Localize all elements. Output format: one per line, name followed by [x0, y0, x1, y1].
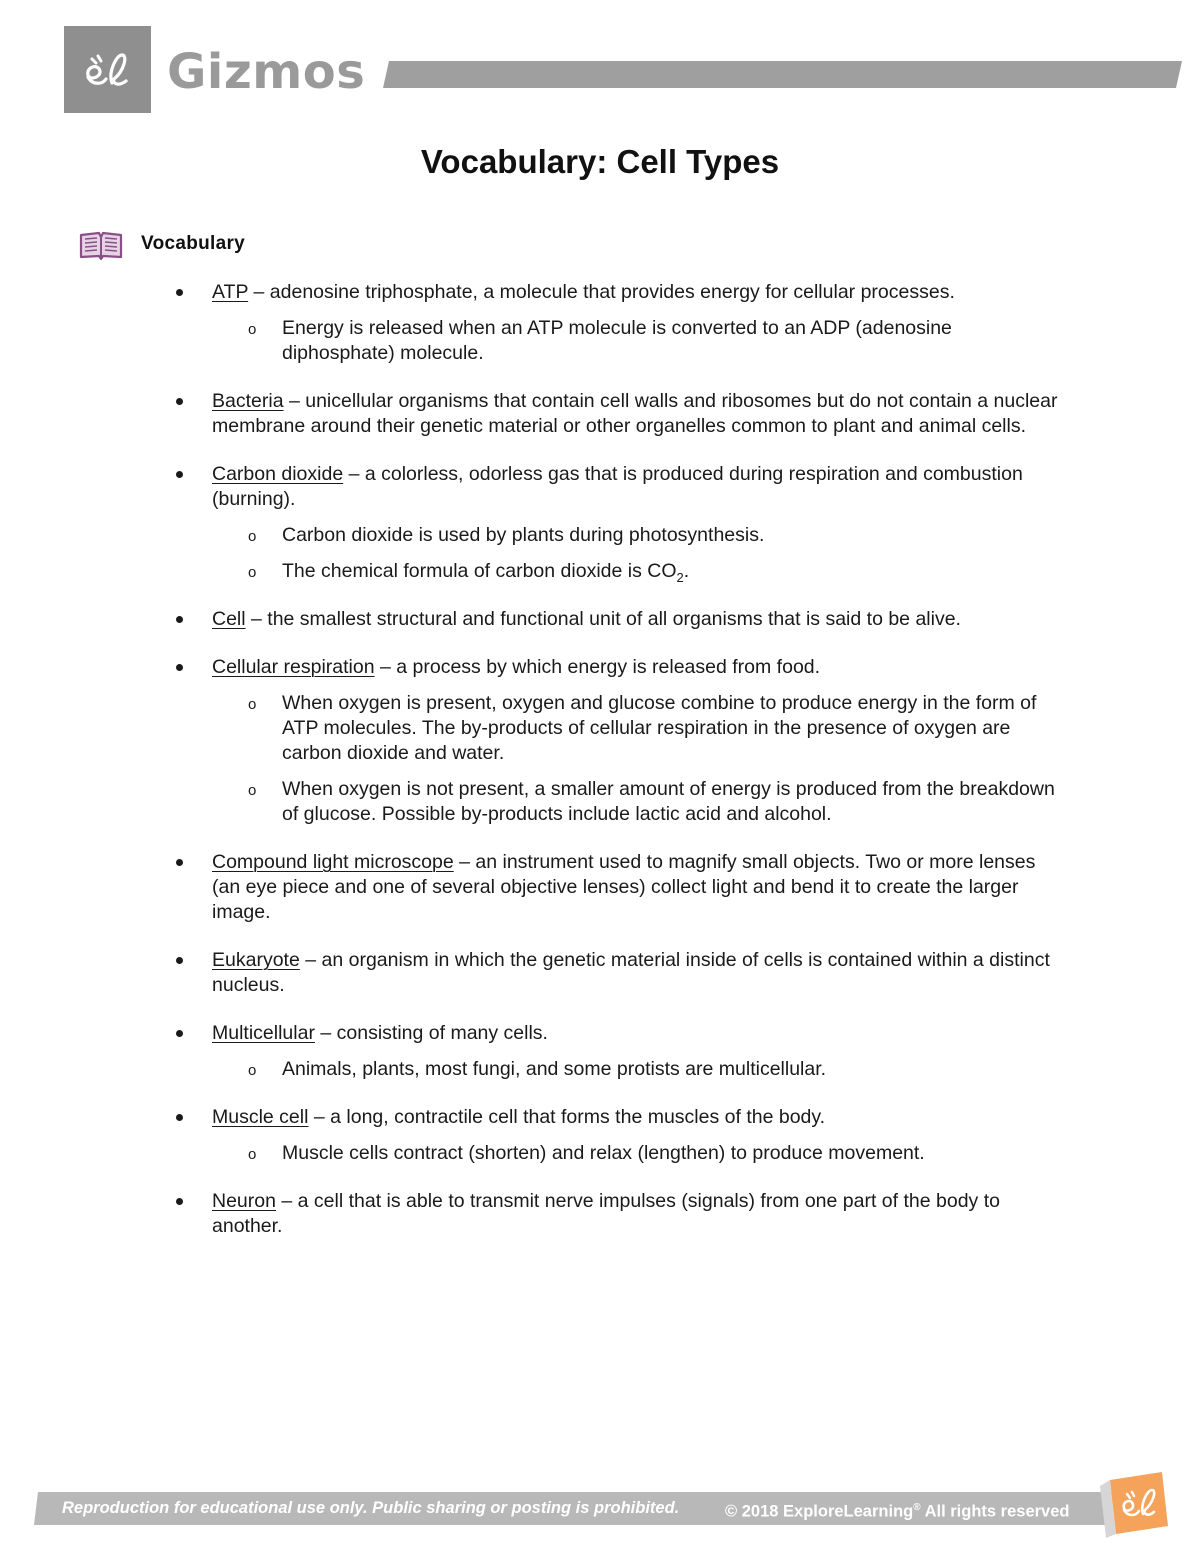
- vocab-item-cellular-respiration: [0, 655, 1200, 827]
- footer-copyright: [725, 1496, 1069, 1524]
- term-definition: – a long, contractile cell that forms the muscles of the body.: [308, 1106, 826, 1128]
- term-definition: – an organism in which the genetic material inside of cells is contained within a distinct nucleus.: [212, 949, 1050, 996]
- vocab-item-multicellular: [0, 1021, 1200, 1082]
- term-definition: – an instrument used to magnify small objects. Two or more lenses (an eye piece and one of several objective lenses) collect light and bend it to create the larger image.: [212, 851, 1036, 923]
- section-heading-vocabulary: Vocabulary: [141, 233, 246, 254]
- term-word: Carbon dioxide: [212, 463, 344, 485]
- sub-bullet-marker: o: [248, 1146, 257, 1163]
- sub-bullet-marker: o: [248, 782, 257, 799]
- sub-bullet-marker: o: [248, 696, 257, 713]
- note-text: Carbon dioxide is used by plants during photosynthesis.: [282, 524, 765, 546]
- note-text: Animals, plants, most fungi, and some protists are multicellular.: [282, 1058, 827, 1080]
- term-word: Multicellular: [212, 1022, 315, 1044]
- note-item: [248, 523, 1060, 548]
- term-word: Neuron: [212, 1190, 276, 1212]
- vocab-item-muscle-cell: [0, 1105, 1200, 1166]
- term-word: Eukaryote: [212, 949, 300, 971]
- note-item: [248, 559, 1060, 585]
- brand-name: Gizmos: [167, 44, 366, 100]
- copyright-text: © 2018 ExploreLearning: [725, 1502, 914, 1521]
- note-item: [248, 691, 1060, 766]
- term-word: ATP: [212, 281, 249, 303]
- note-text: Energy is released when an ATP molecule is converted to an ADP (adenosine diphosphate) molecule.: [282, 317, 952, 364]
- term-word: Cellular respiration: [212, 656, 375, 678]
- term-definition: – consisting of many cells.: [314, 1022, 548, 1044]
- vocab-item-carbon-dioxide: [0, 462, 1200, 584]
- vocab-item-compound-light-microscope: [0, 850, 1200, 925]
- vocab-item-atp: [0, 280, 1200, 366]
- note-text: When oxygen is not present, a smaller amount of energy is produced from the breakdown of glucose. Possible by-products include lactic acid and alcohol.: [282, 778, 1055, 825]
- page-title: Vocabulary: Cell Types: [420, 143, 780, 180]
- sub-bullet-marker: o: [248, 1062, 257, 1079]
- term-notes: [212, 691, 1060, 827]
- term-definition: – a colorless, odorless gas that is produced during respiration and combustion (burning).: [212, 463, 1023, 510]
- term-word: Bacteria: [212, 390, 284, 412]
- rights-text: All rights reserved: [920, 1502, 1070, 1521]
- vocab-item-eukaryote: [0, 948, 1200, 998]
- book-icon: [78, 229, 124, 261]
- note-item: [248, 1057, 1060, 1082]
- sub-bullet-marker: o: [248, 564, 257, 581]
- term-definition: – a cell that is able to transmit nerve impulses (signals) from one part of the body to another.: [212, 1190, 1000, 1237]
- term-notes: [212, 1141, 1060, 1166]
- formula-subscript: 2: [676, 569, 684, 585]
- explorelearning-el-icon: [1096, 1468, 1176, 1538]
- vocab-item-cell: [0, 607, 1200, 632]
- footer-notice: Reproduction for educational use only. Public sharing or posting is prohibited.: [62, 1499, 680, 1517]
- header-divider-bar: [383, 61, 1182, 88]
- note-text: When oxygen is present, oxygen and glucose combine to produce energy in the form of ATP molecules. The by-products of cellular respiration in the presence of oxygen are carbon dioxide and water.: [282, 692, 1037, 764]
- term-word: Cell: [212, 608, 246, 630]
- term-definition: – unicellular organisms that contain cell walls and ribosomes but do not contain a nuclear membrane around their genetic material or other organelles common to plant and animal cells.: [212, 390, 1058, 437]
- explorelearning-el-icon: [78, 45, 138, 95]
- vocab-item-bacteria: [0, 389, 1200, 439]
- vocab-item-neuron: [0, 1189, 1200, 1239]
- note-item: [248, 777, 1060, 827]
- note-text: Muscle cells contract (shorten) and relax (lengthen) to produce movement.: [282, 1142, 925, 1164]
- note-text: The chemical formula of carbon dioxide is CO: [282, 560, 677, 582]
- sub-bullet-marker: o: [248, 528, 257, 545]
- note-text-end: .: [683, 560, 690, 582]
- note-item: [248, 1141, 1060, 1166]
- term-definition: – a process by which energy is released from food.: [374, 656, 821, 678]
- gizmos-logo: [64, 26, 151, 113]
- note-item: [248, 316, 1060, 366]
- sub-bullet-marker: o: [248, 321, 257, 338]
- term-word: Muscle cell: [212, 1106, 309, 1128]
- term-definition: – the smallest structural and functional unit of all organisms that is said to be alive.: [245, 608, 961, 630]
- vocabulary-list: [0, 280, 1200, 1262]
- term-notes: [212, 316, 1060, 366]
- term-word: Compound light microscope: [212, 851, 454, 873]
- term-definition: – adenosine triphosphate, a molecule that provides energy for cellular processes.: [248, 281, 955, 303]
- term-notes: [212, 1057, 1060, 1082]
- term-notes: [212, 523, 1060, 584]
- registered-mark: ®: [913, 1502, 921, 1513]
